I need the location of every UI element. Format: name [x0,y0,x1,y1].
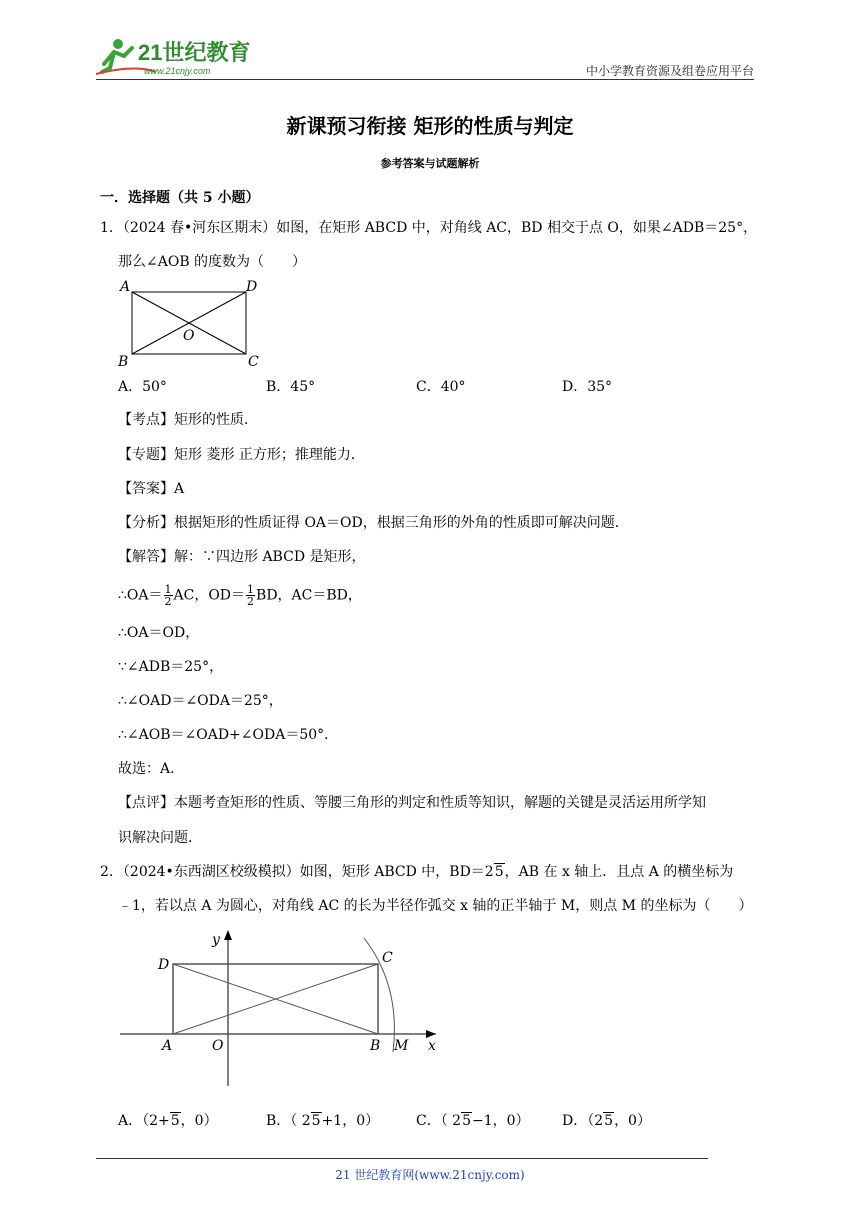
q1-answer: 【答案】A [118,481,185,497]
q2-label-y: y [212,932,220,948]
logo-text: 21世纪教育 [138,40,251,65]
page-title: 新课预习衔接 矩形的性质与判定 [286,114,574,138]
q1-step3: ∵∠ADB＝25°， [118,659,224,675]
q1-choice: 故选：A． [118,761,185,777]
q1-label-o: O [183,328,195,344]
q1-label-b: B [118,354,129,370]
q2-label-x: x [428,1038,436,1054]
page-subtitle: 参考答案与试题解析 [380,157,480,170]
site-logo [96,34,256,80]
q1-step4: ∴∠OAD＝∠ODA＝25°， [118,693,283,709]
platform-name: 中小学教育资源及组卷应用平台 [585,64,754,78]
q2-stem-line1: 2．（2024•东西湖区校级模拟）如图，矩形 ABCD 中，BD＝25，AB 在 x 轴上．且点 A 的横坐标为 [100,864,734,880]
q1-zhuanti: 【专题】矩形 菱形 正方形；推理能力． [118,447,365,463]
q1-option-a[interactable]: A．50° [118,379,167,395]
q1-label-c: C [248,354,259,370]
q1-label-d: D [246,279,258,295]
q2-label-o: O [212,1038,224,1054]
q1-rectangle-figure [112,276,272,370]
q1-step5: ∴∠AOB＝∠OAD+∠ODA＝50°． [118,727,339,743]
footer-link[interactable]: 21 世纪教育网(www.21cnjy.com) [335,1168,525,1182]
q1-option-d[interactable]: D．35° [562,379,613,395]
q1-stem-line1: 1．（2024 春•河东区期末）如图，在矩形 ABCD 中，对角线 AC，BD 相交于点 O，如果∠ADB＝25°， [100,220,758,236]
q2-option-c[interactable]: C．（ 25−1，0） [416,1113,530,1129]
q2-coordinate-figure [116,926,446,1088]
q1-label-a: A [120,279,131,295]
q2-stem-line2: ﹣1，若以点 A 为圆心，对角线 AC 的长为半径作弧交 x 轴的正半轴于 M，则点 M 的坐标为（ ） [118,898,753,914]
q1-comment-line1: 【点评】本题考查矩形的性质、等腰三角形的判定和性质等知识，解题的关键是灵活运用所学知 [118,795,706,811]
fraction-half: $\frac{1}{2}$ [247,583,255,608]
q2-label-m: M [394,1038,409,1054]
header-divider [96,79,754,80]
q2-label-c: C [382,950,393,966]
q1-stem-line2: 那么∠AOB 的度数为（ ） [118,254,307,270]
q1-kaodian: 【考点】矩形的性质． [118,412,258,428]
q1-step1: ∴OA＝ $\frac{1}{2}$ AC，OD＝ $\frac{1}{2}$ BD，AC＝BD， [118,583,362,608]
q2-option-a[interactable]: A．（2+5，0） [118,1113,218,1129]
q1-option-c[interactable]: C．40° [416,379,466,395]
fraction-half: $\frac{1}{2}$ [164,583,172,608]
q1-solution: 【解答】解：∵四边形 ABCD 是矩形， [118,549,366,565]
q2-label-d: D [158,957,170,973]
q1-comment-line2: 识解决问题． [118,830,202,846]
q1-analysis: 【分析】根据矩形的性质证得 OA＝OD，根据三角形的外角的性质即可解决问题． [118,515,629,531]
runner-logo-icon [96,34,256,80]
q2-label-a: A [162,1038,173,1054]
footer-divider [96,1158,708,1159]
q2-label-b: B [370,1038,381,1054]
section-heading: 一．选择题（共 5 小题） [100,190,260,206]
q2-option-d[interactable]: D．（25，0） [562,1113,651,1129]
q2-option-b[interactable]: B．（ 25+1，0） [266,1113,380,1129]
logo-url: www.21cnjy.com [144,66,211,76]
q1-option-b[interactable]: B．45° [266,379,316,395]
q1-step2: ∴OA＝OD， [118,625,200,641]
